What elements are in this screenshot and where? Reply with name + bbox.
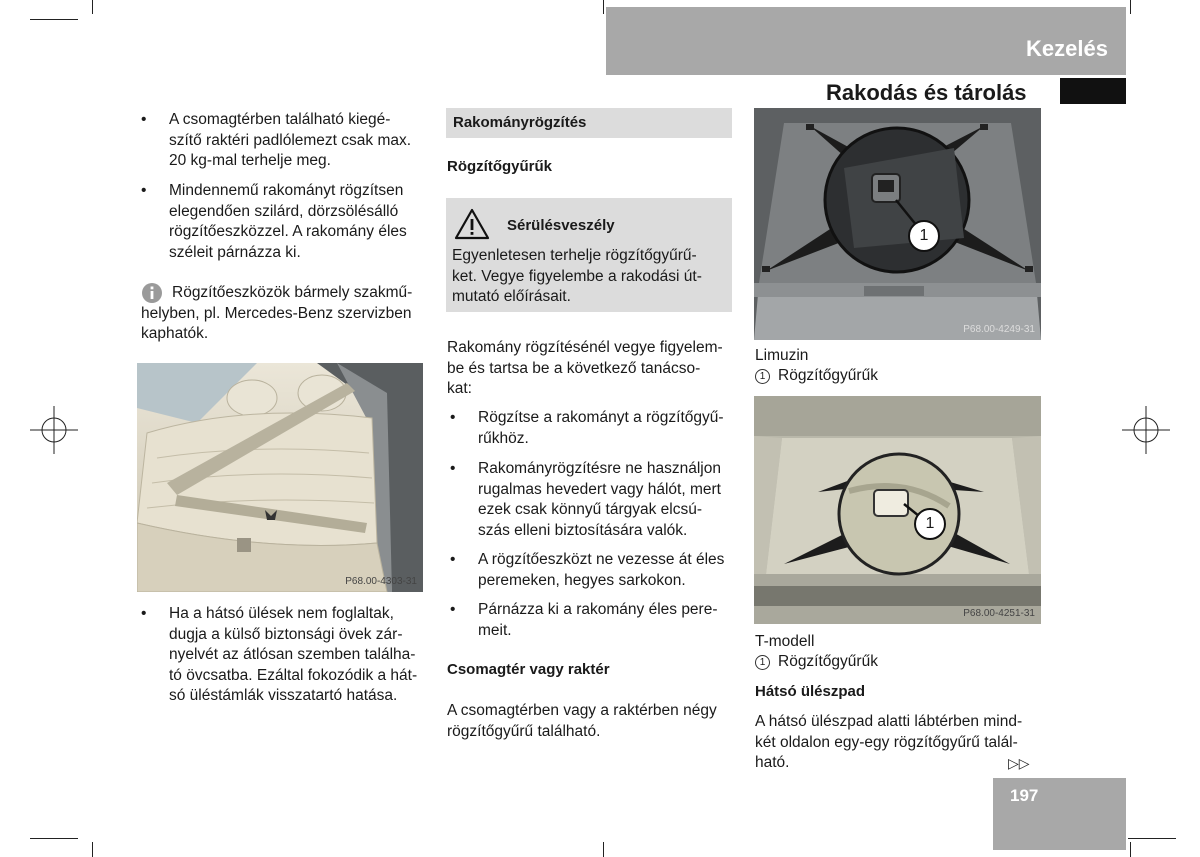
chapter-header <box>606 7 1126 75</box>
t-modell-trunk-illustration <box>754 396 1041 624</box>
caption-1-title: Limuzin <box>755 347 809 364</box>
bullet-text: Mindennemű rakományt rögzítsen elegendően szilárd, dörzsölésálló rögzítőeszközzel. A rakomány éles széleit párnázza ki. <box>169 182 407 261</box>
photo-code: P68.00-4249-31 <box>963 324 1035 335</box>
bullet-text: Rakományrögzítésre ne használjon rugalmas hevedert vagy hálót, mert ezek csak könnyű tárgyak elcsú- szás elleni biztosítására valók. <box>478 460 721 539</box>
section-heading-box <box>446 108 732 138</box>
subheading-2: Csomagtér vagy raktér <box>447 661 610 678</box>
caption-2-title: T-modell <box>755 633 815 650</box>
list-item: • Ha a hátsó ülések nem foglaltak, dugja a külső biztonsági övek zár- nyelvét az átlósan szemben találha- tó övcsatba. Ezáltal fokozódik a hát- só üléstámlák visszatartó hatása. <box>141 604 431 708</box>
section-tab <box>1060 78 1126 104</box>
list-item: • A csomagtérben található kiegé- szítő raktéri padlólemezt csak max. 20 kg-mal terhelje meg. <box>141 110 431 172</box>
bullet-text: A rögzítőeszközt ne vezesse át éles peremeken, hegyes sarkokon. <box>478 551 725 589</box>
warning-triangle-icon <box>454 208 490 240</box>
list-item: • Mindennemű rakományt rögzítsen elegendően szilárd, dörzsölésálló rögzítőeszközzel. A rakomány éles széleit párnázza ki. <box>141 181 431 263</box>
registration-mark-right <box>1122 406 1170 454</box>
registration-mark-left <box>30 406 78 454</box>
paragraph-2: A csomagtérben vagy a raktérben négy rögzítőgyűrű található. <box>447 702 717 740</box>
page-number-box <box>993 778 1126 850</box>
callout-1: 1 <box>908 220 940 252</box>
subheading: Rögzítőgyűrűk <box>447 158 552 175</box>
caption-2 <box>755 652 878 673</box>
continue-arrows: ▷▷ <box>1008 755 1030 771</box>
chapter-title: Kezelés <box>1026 36 1108 61</box>
info-note <box>141 283 431 345</box>
photo-code: P68.00-4251-31 <box>963 608 1035 619</box>
warning-text: Egyenletesen terhelje rögzítőgyűrű- ket. Vegye figyelembe a rakodási út- mutató előírásait. <box>452 247 702 305</box>
list-item: • A rögzítőeszközt ne vezesse át éles peremeken, hegyes sarkokon. <box>450 550 740 592</box>
photo-code: P68.00-4303-31 <box>345 576 417 587</box>
rear-seat-illustration <box>137 363 423 592</box>
t-modell-trunk-photo <box>754 396 1041 624</box>
bullet-text: Ha a hátsó ülések nem foglaltak, dugja a külső biztonsági övek zár- nyelvét az átlósan szemben találha- tó övcsatba. Ezáltal fokozódik a hát- só üléstámlák visszatartó hatása. <box>169 605 418 704</box>
bullet-text: Párnázza ki a rakomány éles pere- meit. <box>478 601 718 639</box>
info-icon <box>141 282 163 304</box>
limuzin-trunk-illustration <box>754 108 1041 340</box>
bullet-text: A csomagtérben található kiegé- szítő raktéri padlólemezt csak max. 20 kg-mal terhelje meg. <box>169 111 412 169</box>
page-number: 197 <box>1010 786 1039 805</box>
list-item: • Párnázza ki a rakomány éles pere- meit. <box>450 600 740 642</box>
list-item: • Rögzítse a rakományt a rögzítőgyű- rűkhöz. <box>450 408 740 450</box>
warning-box <box>446 198 732 312</box>
info-note-text: Rögzítőeszközök bármely szakmű- helyben, pl. Mercedes-Benz szervizben kaphatók. <box>141 284 413 342</box>
subheading-3: Hátsó ülészpad <box>755 683 866 700</box>
callout-number: 1 <box>755 369 770 384</box>
caption-1 <box>755 366 878 387</box>
caption-1-text: Rögzítőgyűrűk <box>778 367 878 384</box>
intro-paragraph: Rakomány rögzítésénél vegye figyelem- be és tartsa be a következő tanácso- kat: <box>447 339 723 397</box>
rear-seat-photo <box>137 363 423 592</box>
caption-2-text: Rögzítőgyűrűk <box>778 653 878 670</box>
callout-1: 1 <box>914 508 946 540</box>
bullet-text: Rögzítse a rakományt a rögzítőgyű- rűkhöz. <box>478 409 724 447</box>
callout-number: 1 <box>755 655 770 670</box>
section-title: Rakodás és tárolás <box>826 80 1027 105</box>
limuzin-trunk-photo <box>754 108 1041 340</box>
section-heading: Rakományrögzítés <box>453 114 587 131</box>
paragraph-3: A hátsó ülészpad alatti lábtérben mind- két oldalon egy-egy rögzítőgyűrű talál- ható. <box>755 713 1023 771</box>
list-item: • Rakományrögzítésre ne használjon rugalmas hevedert vagy hálót, mert ezek csak könnyű tárgyak elcsú- szás elleni biztosítására valók. <box>450 459 740 543</box>
warning-title: Sérülésveszély <box>507 217 615 234</box>
